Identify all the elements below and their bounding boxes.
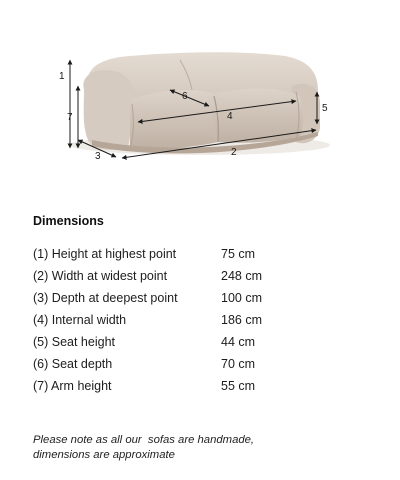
dimension-row bbox=[33, 287, 373, 309]
marker-seat-depth: 6 bbox=[182, 91, 188, 102]
dimension-row bbox=[33, 353, 373, 375]
dimension-label: (5) Seat height bbox=[33, 335, 115, 349]
dimension-row bbox=[33, 375, 373, 397]
dimension-row bbox=[33, 331, 373, 353]
dimension-label: (1) Height at highest point bbox=[33, 247, 177, 261]
dimension-value: 44 cm bbox=[221, 335, 256, 349]
note-line-1: Please note as all our sofas are handmade, bbox=[33, 434, 255, 446]
dimension-label: (6) Seat depth bbox=[33, 357, 113, 371]
dimension-value: 55 cm bbox=[221, 379, 256, 393]
marker-internal-width: 4 bbox=[227, 111, 233, 122]
dimensions-heading: Dimensions bbox=[33, 214, 104, 228]
dimension-label: (4) Internal width bbox=[33, 313, 127, 327]
sofa-dimension-diagram bbox=[0, 0, 400, 200]
dimension-row bbox=[33, 265, 373, 287]
dimension-value: 100 cm bbox=[221, 291, 262, 305]
dimension-label: (7) Arm height bbox=[33, 379, 112, 393]
marker-seat-height: 5 bbox=[322, 103, 328, 114]
note-line-2: dimensions are approximate bbox=[33, 449, 175, 461]
dimension-row bbox=[33, 309, 373, 331]
dimension-label: (2) Width at widest point bbox=[33, 269, 168, 283]
dimension-value: 70 cm bbox=[221, 357, 256, 371]
dimension-value: 75 cm bbox=[221, 247, 256, 261]
marker-arm-height: 7 bbox=[67, 112, 73, 123]
dimension-row bbox=[33, 243, 373, 265]
marker-depth: 3 bbox=[95, 151, 101, 162]
dimension-label: (3) Depth at deepest point bbox=[33, 291, 178, 305]
marker-height: 1 bbox=[59, 71, 65, 82]
handmade-note bbox=[33, 433, 373, 463]
dimension-value: 248 cm bbox=[221, 269, 262, 283]
dimensions-table bbox=[33, 243, 373, 397]
sofa-illustration bbox=[70, 52, 330, 155]
dimension-value: 186 cm bbox=[221, 313, 262, 327]
marker-width: 2 bbox=[231, 147, 237, 158]
